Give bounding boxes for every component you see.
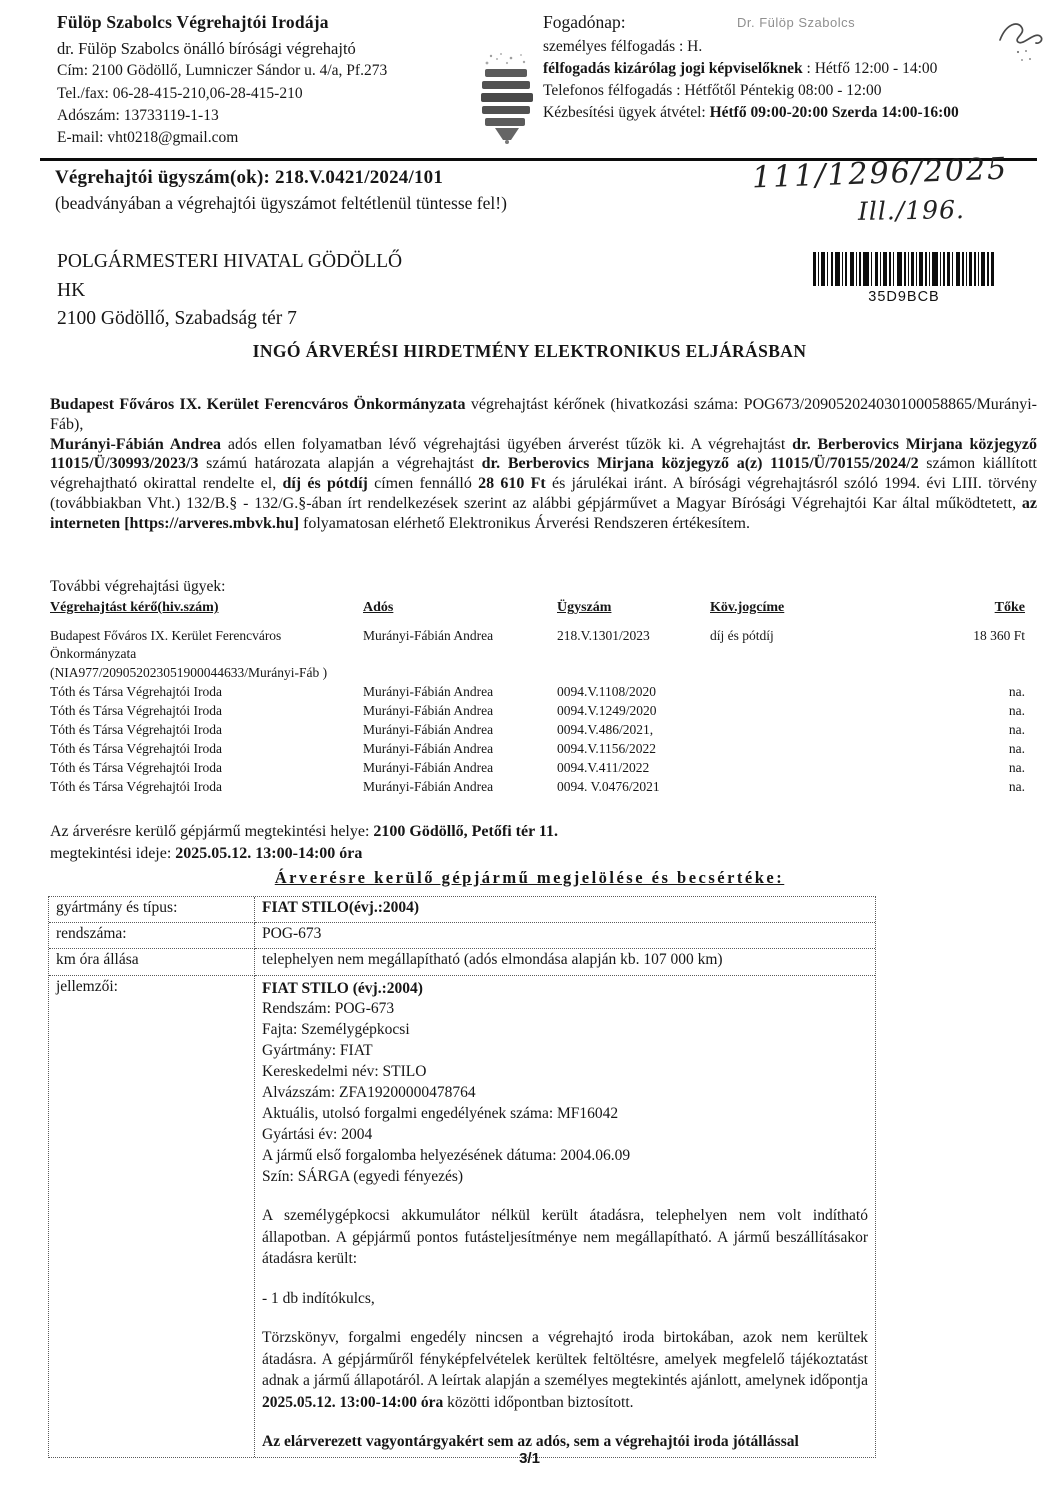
cell-case-no: 0094.V.486/2021, [557,721,654,737]
cell-creditor: Tóth és Társa Végrehajtói Iroda [50,683,222,699]
cell-principal: na. [1008,702,1025,718]
plate-value: POG-673 [255,923,875,949]
table-row [50,759,1025,778]
document-title: INGÓ ÁRVERÉSI HIRDETMÉNY ELEKTRONIKUS ELJÁRÁSBAN [252,341,807,361]
cell-debtor: Murányi-Fábián Andrea [363,740,494,756]
column-header-creditor: Végrehajtást kérő(hiv.szám) [50,600,219,615]
odometer-label: km óra állása [49,949,255,976]
column-header-case-no: Ügyszám [557,600,612,615]
table-row [50,683,1025,702]
cell-debtor: Murányi-Fábián Andrea [363,627,494,643]
warranty-line: Az elárverezett vagyontárgyakért sem az adós, sem a végrehajtói iroda jótállással [262,1433,799,1450]
office-name: Fülöp Szabolcs Végrehajtói Irodája [57,12,329,32]
cell-claim [710,740,890,759]
table-row [50,740,1025,759]
cell-creditor: Tóth és Társa Végrehajtói Iroda [50,759,222,775]
handed-over-item: - 1 db indítókulcs, [262,1289,375,1307]
condition-paragraph: A személygépkocsi akkumulátor nélkül került átadásra, telephelyen nem volt indítható állapotban. A gépjármű pontos futásteljesítménye nem megállapítható. A jármű beszállításakor átadásra került: [262,1207,868,1267]
column-header-claim: Köv.jogcíme [710,600,785,615]
recipient-address-block: POLGÁRMESTERI HIVATAL GÖDÖLLŐ HK 2100 Gödöllő, Szabadság tér 7 [57,251,403,329]
cell-debtor: Murányi-Fábián Andrea [363,721,494,737]
table-body [50,627,1025,797]
cell-claim: díj és pótdíj [710,627,774,643]
cell-creditor: Budapest Főváros IX. Kerület Ferencváros Önkormányzata (NIA977/209052023051900044633/Murányi-Fáb ) [50,627,328,680]
signature-scribble-icon [996,18,1048,64]
stamp-name-text: Dr. Fülöp Szabolcs [737,15,856,30]
features-title: FIAT STILO (évj.:2004) [262,980,423,997]
cell-debtor: Murányi-Fábián Andrea [363,702,494,718]
vehicle-section-heading: Árverésre kerülő gépjármű megjelölése és becsértéke: [274,868,785,887]
reception-schedule: személyes félfogadás : H. félfogadás kizárólag jogi képviselőknek : Hétfő 12:00 - 14:00 Telefonos félfogadás : Hétfőtől Péntekig 08:00 - 12:00 Kézbesítési ügyek átvétel: Hétfő 09:00-20:00 Szerda 14:00-16:00 [543,38,959,121]
table-row [50,778,1025,797]
vehicle-details-table [48,896,876,1458]
table-row [50,702,1025,721]
barcode-block [813,252,995,305]
features-cell [255,976,875,1457]
case-number-block [55,167,715,214]
cell-debtor: Murányi-Fábián Andrea [363,683,494,699]
features-label: jellemzői: [49,976,255,1457]
viewing-info: Az árverésre kerülő gépjármű megtekintési helye: 2100 Gödöllő, Petőfi tér 11. megtekintési ideje: 2025.05.12. 13:00-14:00 óra [50,823,558,862]
table-row [50,721,1025,740]
cell-principal: 18 360 Ft [973,627,1025,643]
case-number-line: Végrehajtói ügyszám(ok): 218.V.0421/2024/101 [55,167,444,188]
cell-principal: na. [1008,778,1025,794]
coat-of-arms-seal-icon [477,50,537,146]
reception-label: Fogadónap: [543,12,626,32]
cell-case-no: 0094.V.1108/2020 [557,683,657,699]
cell-principal: na. [1008,721,1025,737]
cell-principal: na. [1008,740,1025,756]
cell-claim [710,702,890,721]
cell-creditor: Tóth és Társa Végrehajtói Iroda [50,778,222,794]
page-number: 3/1 [519,1450,540,1467]
documents-paragraph: Törzskönyv, forgalmi engedély nincsen a végrehajtó iroda birtokában, azok nem kerültek átadásra. A gépjárműről fényképfelvételek kerültek feltöltésre, amelyek megfelelő tájékoztatást adnak a jármű állapotáról. A leírtak alapján a személyes megtekintés ajánlott, amelynek időpontja 2025.05.12. 13:00-14:00 óra közötti időpontban biztosított. [262,1329,868,1411]
plate-label: rendszáma: [49,923,255,949]
cell-claim [710,778,890,797]
case-number-note: (beadványában a végrehajtói ügyszámot feltétlenül tüntesse fel!) [55,193,507,213]
cell-case-no: 218.V.1301/2023 [557,627,650,643]
office-header-block [57,12,477,149]
cell-creditor: Tóth és Társa Végrehajtói Iroda [50,702,222,718]
cell-case-no: 0094.V.1249/2020 [557,702,657,718]
intro-paragraph: Budapest Főváros IX. Kerület Ferencváros Önkormányzata végrehajtást kérőnek (hivatkozási száma: POG673/209052024030100058865/Murányi-Fáb), Murányi-Fábián Andrea adós ellen folyamatban lévő végrehajtási ügyében árverést tűzök ki. A végrehajtást dr. Berberovics Mirjana közjegyző 11015/Ü/30993/2023/3 számú határozata alapján a végrehajtást dr. Berberovics Mirjana közjegyző a(z) 11015/Ü/70155/2024/2 számon kiállított végrehajtható okirattal rendelte el, díj és pótdíj címen fennálló 28 610 Ft és járulékai iránt. A bírósági végrehajtásról szóló 1994. évi LIII. törvény (továbbiakban Vht.) 132/B.§ - 132/G.§-ában írt rendelkezések szerint az alábbi gépjárművet a Magyar Bírósági Végrehajtói Kar által működtetett, az interneten [https://arveres.mbvk.hu] folyamatosan elérhető Elektronikus Árverési Rendszeren értékesítem. [50,396,1038,532]
odometer-value: telephelyen nem megállapítható (adós elmondása alapján kb. 107 000 km) [255,949,875,976]
table-row [50,627,1025,683]
column-header-principal: Tőke [994,600,1025,615]
cell-claim [710,721,890,740]
handwritten-case-number: 111/1296/2025 [751,151,1009,196]
handwritten-reference: Ill./196. [857,195,966,226]
cell-claim [710,759,890,778]
cell-claim [710,683,890,702]
other-cases-table [50,599,1025,797]
column-header-debtor: Adós [363,600,394,615]
office-contact-lines: dr. Fülöp Szabolcs önálló bírósági végrehajtó Cím: 2100 Gödöllő, Lumniczer Sándor u. 4/a, Pf.273 Tel./fax: 06-28-415-210,06-28-415-210 Adószám: 13733119-1-13 E-mail: vht0218@gmail.com [57,39,388,147]
cell-principal: na. [1008,759,1025,775]
cell-case-no: 0094.V.1156/2022 [557,740,657,756]
cell-creditor: Tóth és Társa Végrehajtói Iroda [50,740,222,756]
barcode-code: 35D9BCB [868,289,940,305]
cell-debtor: Murányi-Fábián Andrea [363,759,494,775]
barcode-icon [813,252,995,286]
other-cases-heading: További végrehajtási ügyek: [50,578,226,595]
cell-creditor: Tóth és Társa Végrehajtói Iroda [50,721,222,737]
make-value: FIAT STILO(évj.:2004) [255,897,875,923]
cell-principal: na. [1008,683,1025,699]
features-lines: Rendszám: POG-673 Fajta: Személygépkocsi Gyártmány: FIAT Kereskedelmi név: STILO Alvázszám: ZFA19200000478764 Aktuális, utolsó forgalmi engedélyének száma: MF16042 Gyártási év: 2004 A jármű első forgalomba helyezésének dátuma: 2004.06.09 Szín: SÁRGA (egyedi fényezés) [262,1000,631,1185]
cell-debtor: Murányi-Fábián Andrea [363,778,494,794]
table-header-row [50,599,1025,618]
cell-case-no: 0094. V.0476/2021 [557,778,660,794]
cell-case-no: 0094.V.411/2022 [557,759,650,775]
make-label: gyártmány és típus: [49,897,255,923]
